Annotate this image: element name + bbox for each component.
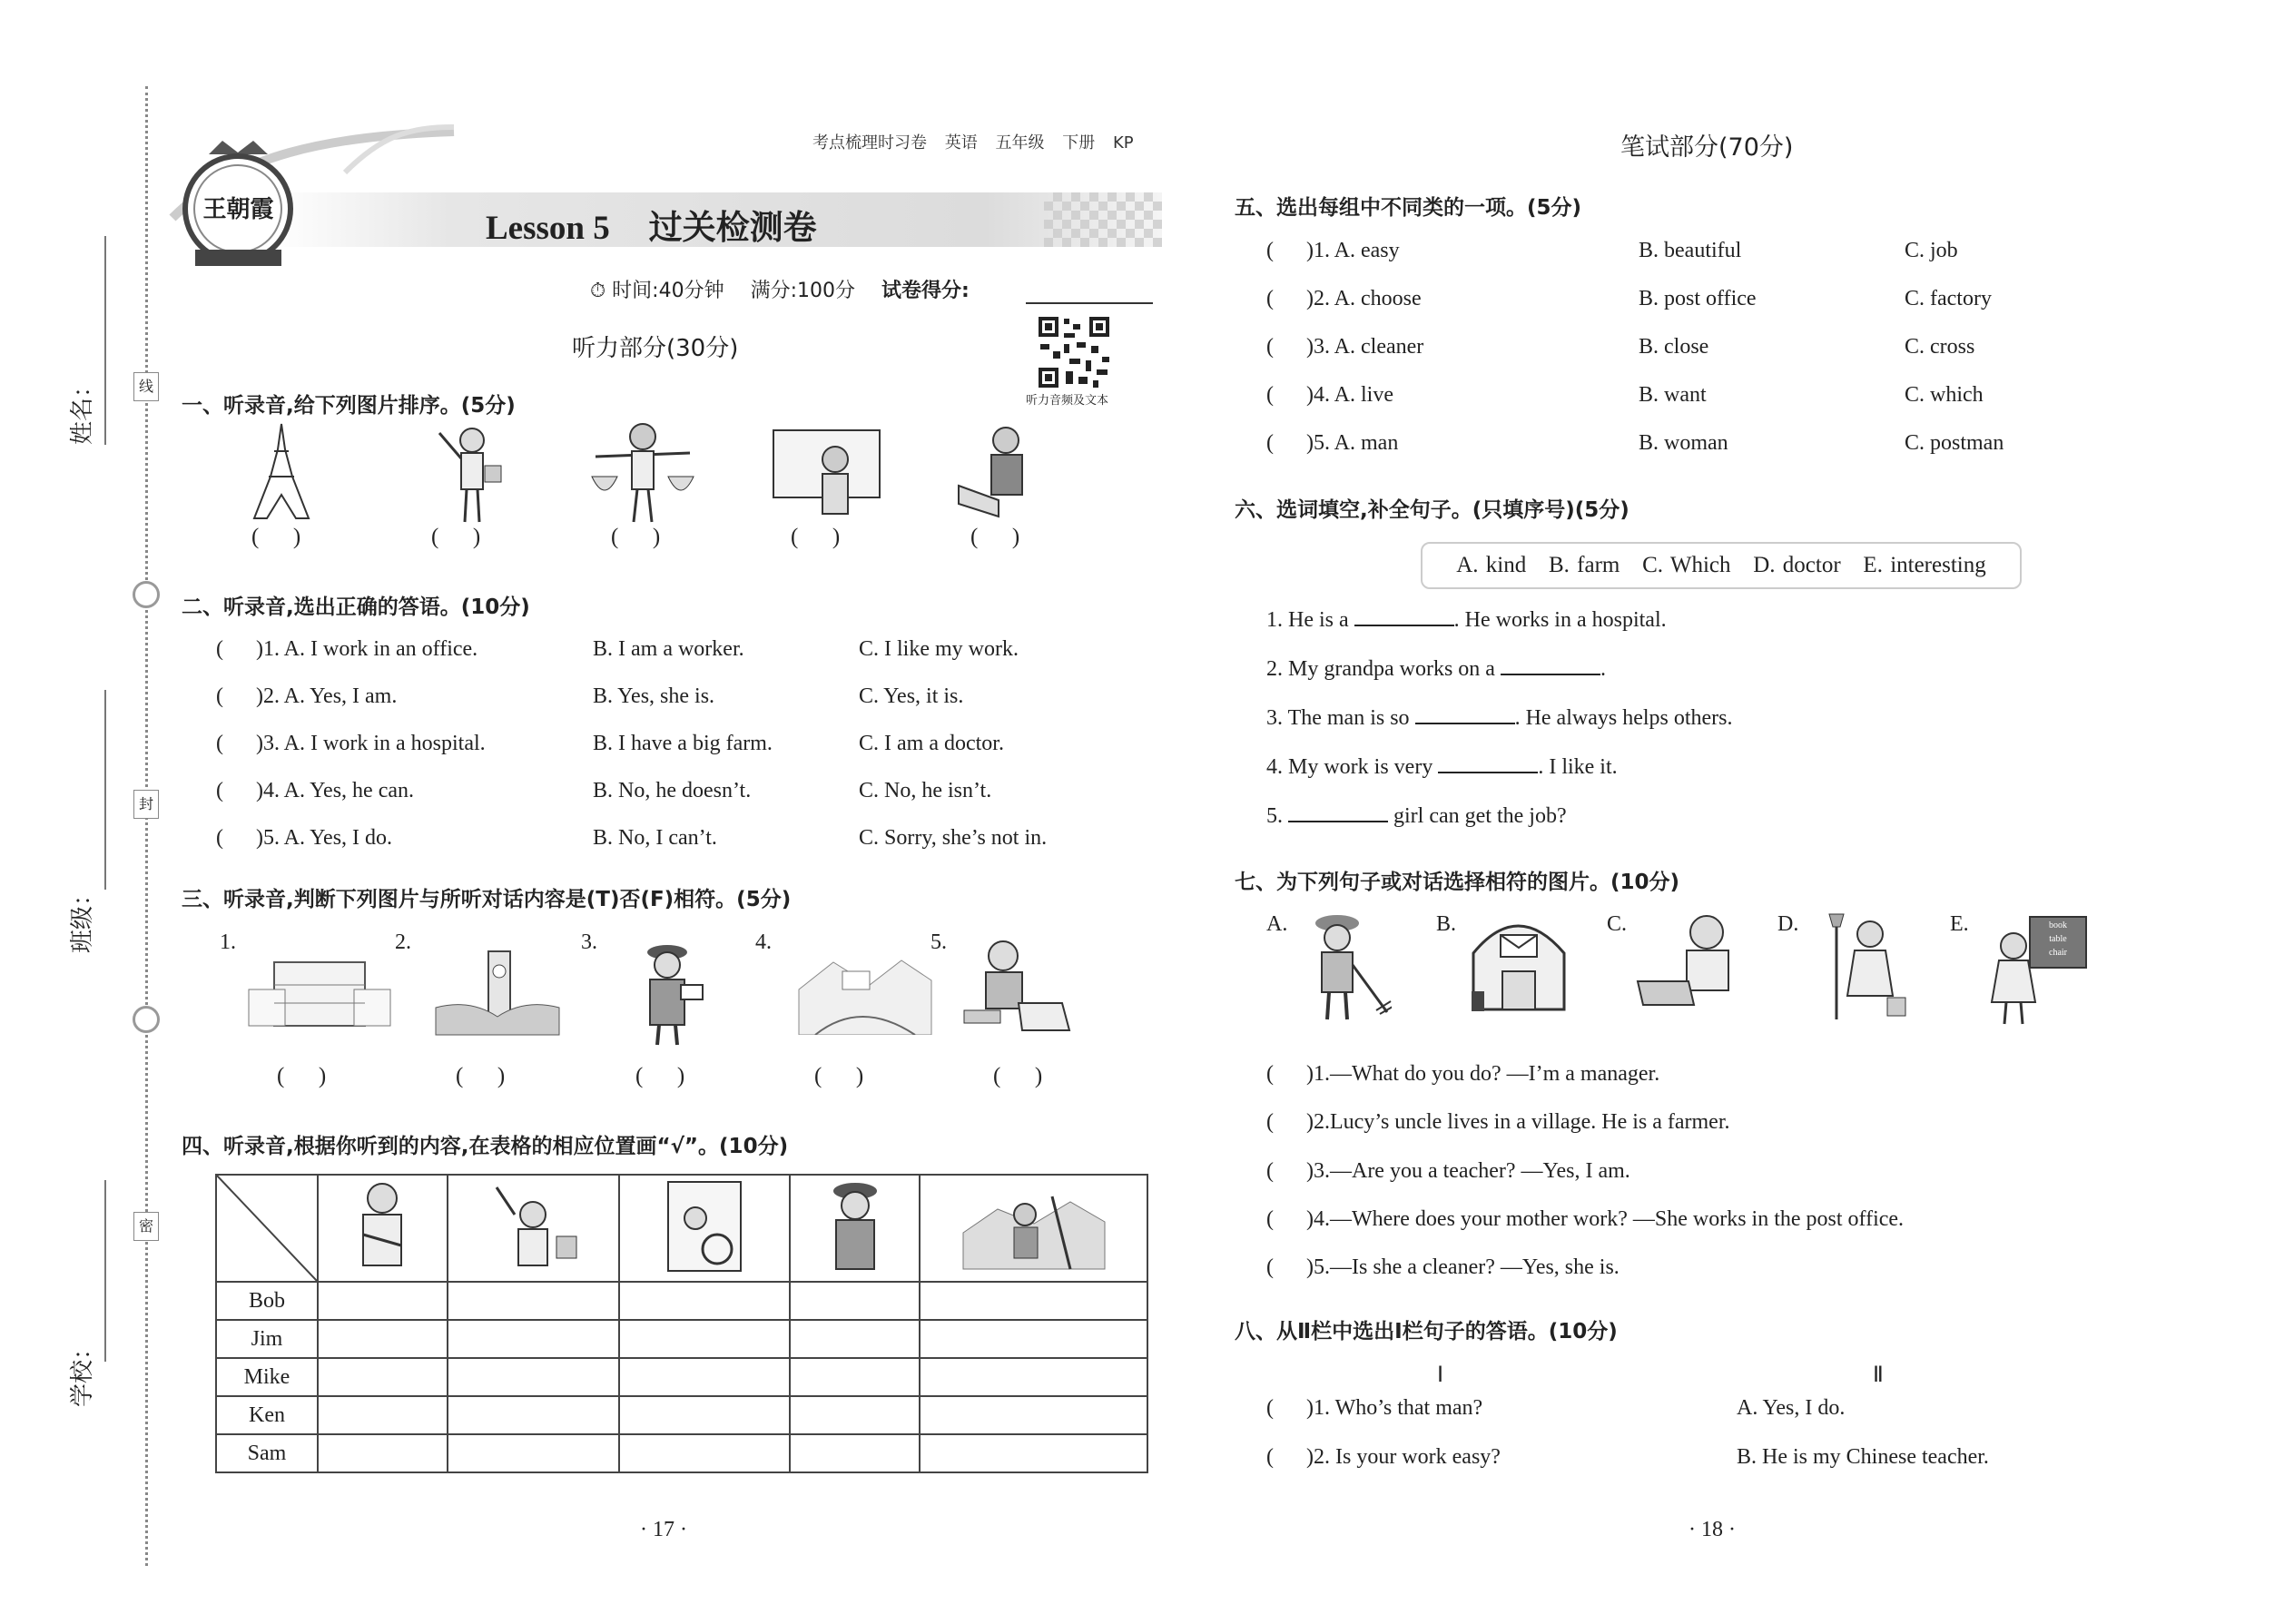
section-5-title: 五、选出每组中不同类的一项。(5分) [1235,196,1582,220]
answer-paren[interactable]: ( ) [431,525,481,549]
postman-picture [427,422,517,527]
answer-paren[interactable]: ( ) [216,684,263,708]
s7-item-4: ( )4.—Where does your mother work? —She works in the post office. [1266,1207,1905,1231]
class-label: 班级： [69,881,96,953]
s5-item-2: ( )2. A. choose B. post office C. factory [1266,287,1992,310]
title-cn: 过关检测卷 [648,208,817,247]
board-words [2032,919,2084,960]
postman-envelope-picture [626,940,708,1047]
s3-num-2: 2. [395,930,411,954]
answer-cell[interactable] [790,1358,920,1396]
s8-item-2: ( )2. Is your work easy? B. He is my Chinese teacher. [1266,1445,1989,1469]
header-picture-office-worker [318,1175,448,1282]
word-option: E. interesting [1863,553,1986,577]
fill-blank[interactable] [1501,674,1600,675]
score-label: 试卷得分: [881,280,970,302]
word-bank [1421,542,2022,589]
word-option: A. kind [1456,553,1527,577]
s7-item-2: ( )2.Lucy’s uncle lives in a village. He is a farmer. [1266,1110,1730,1134]
s6-sentence-2: 2. My grandpa works on a . [1266,657,1606,681]
answer-cell[interactable] [318,1396,448,1434]
score-blank[interactable] [1026,302,1153,304]
woman-on-phone-picture [962,930,1076,1035]
answer-paren[interactable]: ( ) [277,1064,327,1088]
answer-cell[interactable] [318,1320,448,1358]
answer-paren[interactable]: ( ) [1266,1396,1314,1420]
s3-num-3: 3. [581,930,597,954]
s5-item-1: ( )1. A. easy B. beautiful C. job [1266,239,1958,262]
s7-label-b: B. [1436,912,1457,936]
time-info: 时间:40分钟 [612,280,724,302]
answer-cell[interactable] [448,1320,619,1358]
s7-item-5: ( )5.—Is she a cleaner? —Yes, she is. [1266,1255,1620,1279]
s5-item-5: ( )5. A. man B. woman C. postman [1266,431,2004,455]
answer-paren[interactable]: ( ) [1266,1445,1314,1469]
s6-sentence-3: 3. The man is so . He always helps others. [1266,706,1733,730]
section-8-title: 八、从Ⅱ栏中选出Ⅰ栏句子的答语。(10分) [1235,1320,1618,1343]
answer-paren[interactable]: ( ) [1266,1159,1314,1183]
answer-paren[interactable]: ( ) [216,732,263,755]
writing-title: 笔试部分(70分) [1620,133,1794,162]
man-at-laptop-picture [1634,910,1757,1010]
header-picture-driver [619,1175,791,1282]
teacher-picture [770,427,883,517]
answer-paren[interactable]: ( ) [1266,287,1314,310]
title-en: Lesson 5 [486,210,610,247]
answer-cell[interactable] [920,1320,1147,1358]
meta-edition: KP [1112,133,1134,153]
s3-num-1: 1. [220,930,236,954]
row-name-bob: Bob [216,1282,318,1320]
header-picture-police [790,1175,920,1282]
answer-paren[interactable]: ( ) [1266,335,1314,359]
answer-cell[interactable] [790,1396,920,1434]
clock-icon: ⏱ [590,280,606,302]
s3-num-4: 4. [755,930,772,954]
answer-cell[interactable] [920,1358,1147,1396]
full-score: 满分:100分 [750,280,855,302]
answer-paren[interactable]: ( ) [611,525,661,549]
cut-mark-line: 线 [133,372,159,401]
s7-item-1: ( )1.—What do you do? —I’m a manager. [1266,1062,1660,1086]
section-4-title: 四、听录音,根据你听到的内容,在表格的相应位置画“√”。(10分) [182,1135,789,1158]
answer-paren[interactable]: ( ) [1266,1207,1314,1231]
answer-paren[interactable]: ( ) [456,1064,506,1088]
row-name-ken: Ken [216,1396,318,1434]
meta-series: 考点梳理时习卷 [812,133,927,153]
answer-cell[interactable] [790,1282,920,1320]
s6-sentence-1: 1. He is a . He works in a hospital. [1266,608,1667,632]
s3-num-5: 5. [930,930,947,954]
word-option: C. Which [1642,553,1731,577]
fill-blank[interactable] [1438,772,1538,773]
answer-cell[interactable] [790,1320,920,1358]
answer-paren[interactable]: ( ) [993,1064,1043,1088]
answer-cell[interactable] [318,1282,448,1320]
cut-mark-secret: 密 [133,1212,159,1241]
carrier-picture [588,422,697,527]
s6-sentence-4: 4. My work is very . I like it. [1266,755,1618,779]
brand-logo [177,136,300,272]
s7-label-c: C. [1607,912,1628,936]
farmer-with-rake-picture [1296,910,1392,1024]
answer-paren[interactable]: ( ) [216,826,263,850]
meta-grade: 五年级 [995,133,1045,153]
answer-paren[interactable]: ( ) [216,779,263,802]
word-option: D. doctor [1753,553,1841,577]
answer-cell[interactable] [619,1320,791,1358]
row-name-jim: Jim [216,1320,318,1358]
answer-cell[interactable] [448,1396,619,1434]
fill-blank[interactable] [1354,625,1454,626]
name-label: 姓名： [69,373,96,445]
header-meta [812,130,1134,153]
ribbon-checker [1044,192,1162,247]
board-word: table [2049,934,2067,944]
class-underline [104,690,106,890]
word-option: B. farm [1549,553,1620,577]
s7-item-3: ( )3.—Are you a teacher? —Yes, I am. [1266,1159,1630,1183]
answer-cell[interactable] [619,1358,791,1396]
school-label: 学校： [69,1335,96,1407]
page-number-left: · 17 · [640,1518,687,1541]
section-2-title: 二、听录音,选出正确的答语。(10分) [182,595,530,619]
column-2-heading: Ⅱ [1873,1363,1884,1387]
answer-paren[interactable]: ( ) [1266,1110,1314,1134]
answer-paren[interactable]: ( ) [216,637,263,661]
binding-dotted-line [145,86,148,1566]
answer-paren[interactable]: ( ) [1266,383,1314,407]
binding-hole-icon [133,581,160,608]
exam-info [590,275,970,303]
answer-cell[interactable] [619,1396,791,1434]
s7-label-a: A. [1266,912,1288,936]
logo-text: 王朝霞 [202,196,274,223]
answer-paren[interactable]: ( ) [1266,239,1314,262]
manager-picture [951,422,1051,522]
section-7-title: 七、为下列句子或对话选择相符的图片。(10分) [1235,871,1680,894]
answer-paren[interactable]: ( ) [814,1064,864,1088]
answer-paren[interactable]: ( ) [251,525,301,549]
section-1-title: 一、听录音,给下列图片排序。(5分) [182,394,516,418]
diagonal-header-cell [216,1175,318,1282]
s2-item-4: ( )4. A. Yes, he can. B. No, he doesn’t. C. No, he isn’t. [216,779,992,802]
column-1-heading: Ⅰ [1437,1363,1444,1387]
section-6-title: 六、选词填空,补全句子。(只填序号)(5分) [1235,498,1629,522]
page-number-right: · 18 · [1689,1518,1736,1541]
s8-item-1: ( )1. Who’s that man? A. Yes, I do. [1266,1396,1846,1420]
post-office-building-picture [1466,908,1570,1017]
qr-code[interactable] [1037,315,1111,389]
s5-item-4: ( )4. A. live B. want C. which [1266,383,1984,407]
listening-title: 听力部分(30分) [572,335,739,362]
s4-table [215,1174,1148,1473]
board-word: chair [2049,948,2067,958]
s2-item-2: ( )2. A. Yes, I am. B. Yes, she is. C. Yes, it is. [216,684,964,708]
binding-hole-icon [133,1006,160,1033]
answer-cell[interactable] [448,1358,619,1396]
answer-cell[interactable] [318,1358,448,1396]
answer-cell[interactable] [448,1434,619,1472]
meta-volume: 下册 [1062,133,1096,153]
answer-cell[interactable] [318,1434,448,1472]
qr-caption: 听力音频及文本 [1026,394,1109,408]
fill-blank[interactable] [1415,723,1515,724]
answer-paren[interactable]: ( ) [1266,431,1314,455]
header-picture-farmer [920,1175,1147,1282]
fill-blank[interactable] [1288,821,1388,822]
header-picture-worker [448,1175,619,1282]
s2-item-1: ( )1. A. I work in an office. B. I am a worker. C. I like my work. [216,637,1019,661]
hospital-building-picture [247,944,392,1035]
answer-cell[interactable] [619,1434,791,1472]
answer-paren[interactable]: ( ) [970,525,1020,549]
answer-cell[interactable] [619,1282,791,1320]
page-title [486,200,817,249]
row-name-sam: Sam [216,1434,318,1472]
s2-item-5: ( )5. A. Yes, I do. B. No, I can’t. C. Sorry, she’s not in. [216,826,1048,850]
answer-cell[interactable] [920,1434,1147,1472]
answer-paren[interactable]: ( ) [635,1064,685,1088]
s5-item-3: ( )3. A. cleaner B. close C. cross [1266,335,1975,359]
answer-paren[interactable]: ( ) [1266,1255,1314,1279]
answer-cell[interactable] [920,1396,1147,1434]
s7-label-d: D. [1777,912,1799,936]
meta-subject: 英语 [944,133,978,153]
row-name-mike: Mike [216,1358,318,1396]
s7-label-e: E. [1950,912,1969,936]
s6-sentence-5: 5. girl can get the job? [1266,804,1567,828]
cleaner-with-mop-picture [1820,910,1911,1024]
answer-cell[interactable] [790,1434,920,1472]
answer-cell[interactable] [920,1282,1147,1320]
answer-cell[interactable] [448,1282,619,1320]
name-underline [104,236,106,445]
cut-mark-seal: 封 [133,790,159,819]
city-clock-tower-picture [434,944,561,1039]
answer-paren[interactable]: ( ) [1266,1062,1314,1086]
board-word: book [2049,920,2067,930]
village-river-picture [797,944,933,1035]
answer-paren[interactable]: ( ) [791,525,841,549]
section-3-title: 三、听录音,判断下列图片与所听对话内容是(T)否(F)相符。(5分) [182,888,792,911]
s2-item-3: ( )3. A. I work in a hospital. B. I have a big farm. C. I am a doctor. [216,732,1004,755]
school-underline [104,1180,106,1362]
eiffel-tower-picture [245,422,318,522]
